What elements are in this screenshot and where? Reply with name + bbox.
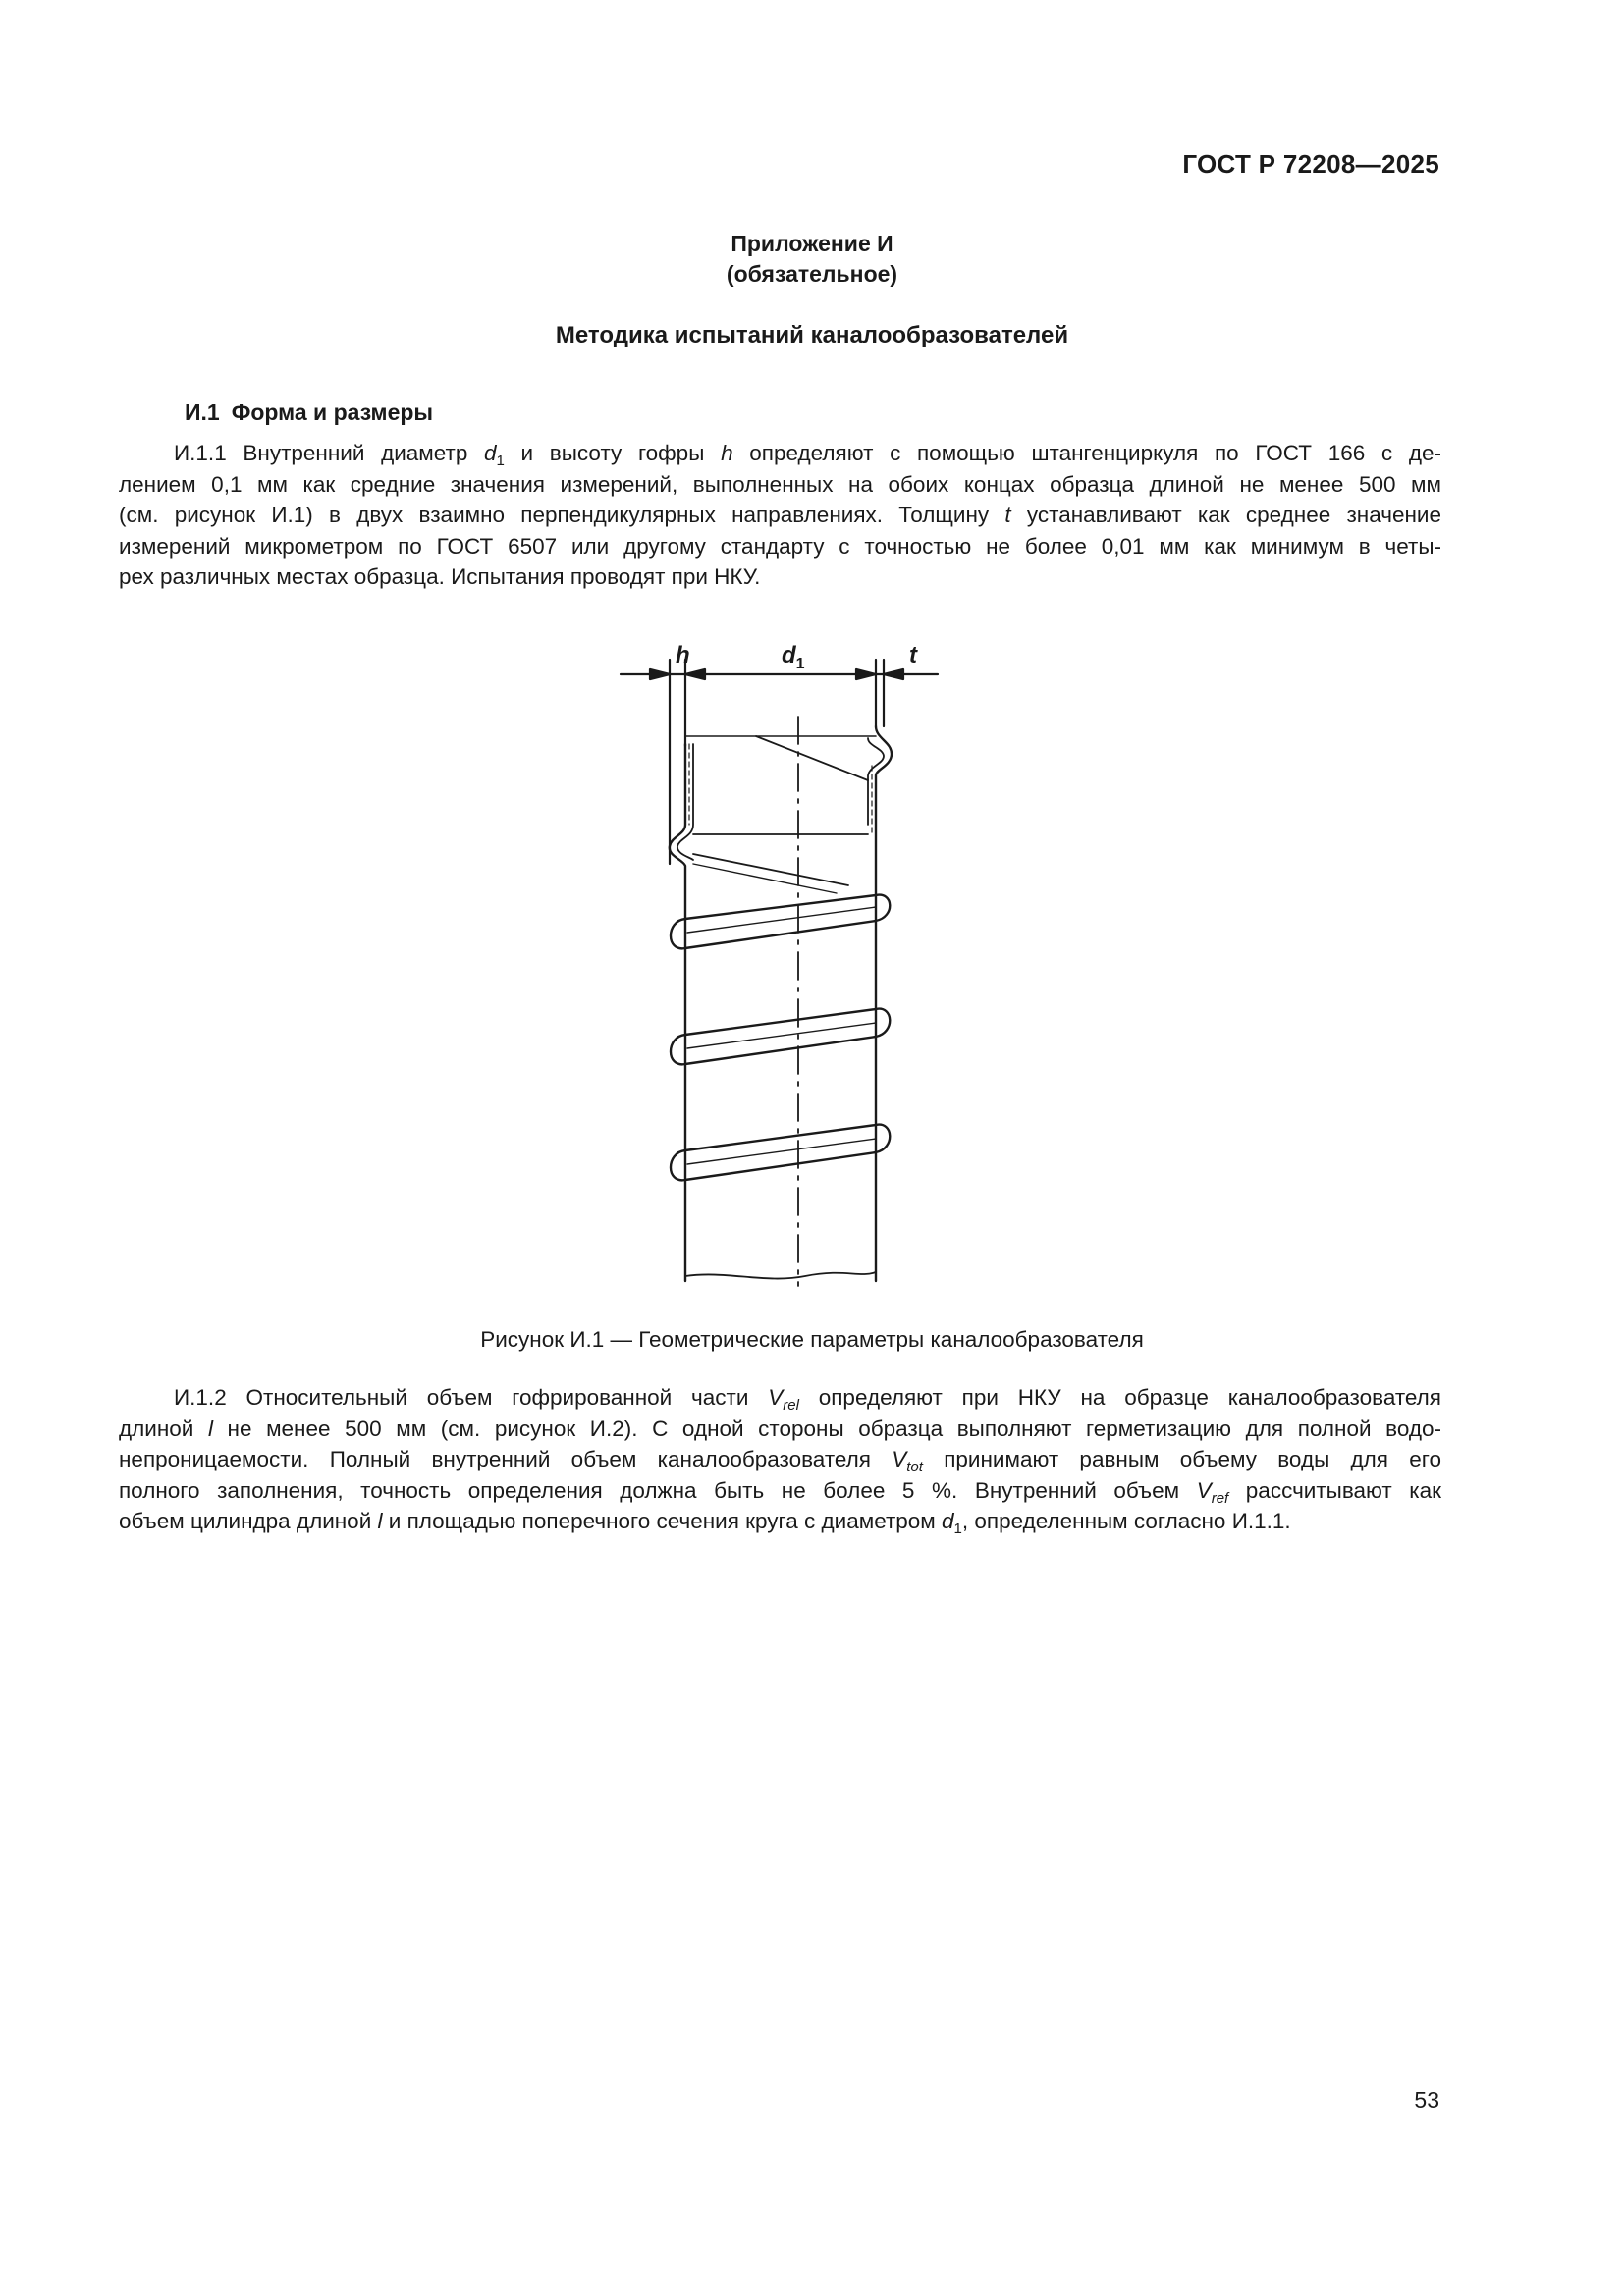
right-outer-wall: [876, 726, 892, 1281]
paragraph-line: длиной l не менее 500 мм (см. рисунок И.2). С одной стороны образца выполняют герметизацию для полной водо-: [119, 1415, 1441, 1441]
paragraph-line: И.1.1 Внутренний диаметр $d_1$ и высоту гофры h определяют с помощью штангенциркуля по ГОСТ 166 с де-: [174, 441, 1441, 469]
arrow-h-left: [650, 669, 670, 679]
rib-1-highlight: [687, 907, 876, 933]
corrugated-duct-drawing: [609, 628, 1001, 1296]
paragraph-i-1-1: [119, 438, 1441, 593]
paragraph-line: измерений микрометром по ГОСТ 6507 или другому стандарту с точностью не более 0,01 мм как минимум в четы-: [119, 533, 1441, 559]
paragraph-line: полного заполнения, точность определения должна быть не более 5 %. Внутренний объем $V_{ref}$ рассчитывают как: [119, 1477, 1442, 1507]
section-heading: [185, 400, 433, 426]
figure-caption: Рисунок И.1 — Геометрические параметры каналообразователя: [480, 1327, 1144, 1352]
paragraph-line: (см. рисунок И.1) в двух взаимно перпендикулярных направлениях. Толщину t устанавливают как среднее значение: [119, 503, 1441, 527]
appendix-status: (обязательное): [726, 261, 898, 287]
rib-1: [671, 895, 890, 949]
paragraph-line: непроницаемости. Полный внутренний объем каналообразователя $V_{tot}$ принимают равным объему воды для его: [119, 1447, 1441, 1475]
helix-inner-top: [756, 736, 868, 780]
label-h: h: [676, 642, 690, 668]
helix-lower-line: [693, 854, 848, 885]
document-id: ГОСТ Р 72208—2025: [1182, 149, 1439, 179]
rib-2: [671, 1009, 890, 1065]
arrow-t-right: [884, 669, 903, 679]
paragraph-line: объем цилиндра длиной l и площадью поперечного сечения круга с диаметром $d_1$, определенным согласно И.1.1.: [119, 1509, 1291, 1537]
left-outer-wall: [670, 744, 685, 1281]
figure-i-1: [609, 628, 1001, 1296]
paragraph-line: рех различных местах образца. Испытания проводят при НКУ.: [119, 564, 761, 589]
label-d1: $d_1$: [782, 642, 805, 672]
method-title: Методика испытаний каналообразователей: [555, 322, 1069, 348]
rib-3: [671, 1125, 890, 1181]
appendix-heading: [0, 229, 1624, 290]
arrow-d1-right: [856, 669, 876, 679]
section-number: И.1: [185, 400, 220, 425]
rib-3-highlight: [687, 1139, 876, 1164]
paragraph-line: И.1.2 Относительный объем гофрированной части $V_{rel}$ определяют при НКУ на образце каналообразователя: [174, 1385, 1441, 1414]
appendix-title: Приложение И: [731, 231, 893, 256]
page-number: 53: [1414, 2087, 1439, 2112]
section-title: Форма и размеры: [231, 400, 434, 425]
paragraph-line: лением 0,1 мм как средние значения измерений, выполненных на обоих концах образца длиной не менее 500 мм: [119, 471, 1441, 497]
paragraph-i-1-2: [119, 1382, 1441, 1537]
arrow-d1-left: [685, 669, 705, 679]
label-t: t: [909, 642, 917, 668]
rib-2-highlight: [687, 1023, 876, 1048]
break-line: [685, 1272, 876, 1279]
